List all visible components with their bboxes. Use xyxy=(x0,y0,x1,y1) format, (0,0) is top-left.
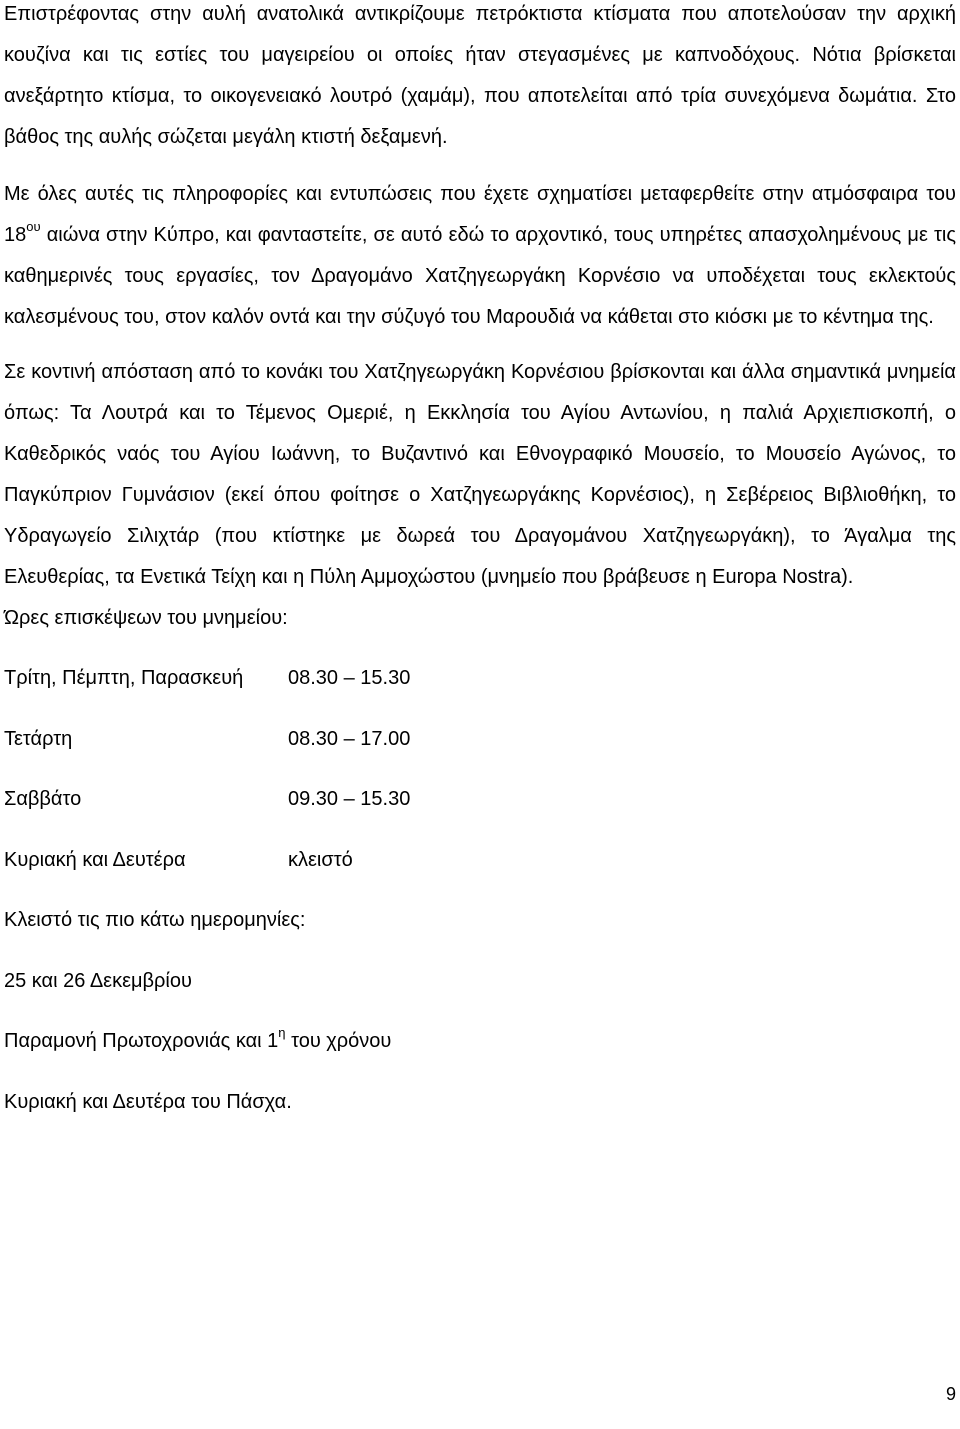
hours-day: Τρίτη, Πέμπτη, Παρασκευή xyxy=(4,667,244,689)
paragraph-atmosphere-start: Με όλες αυτές τις πληροφορίες και εντυπώσεις που έχετε σχηματίσει μεταφερθείτε στην ατμόσφαιρα του 18 xyxy=(4,183,956,246)
paragraph-nearby-monuments: Σε κοντινή απόσταση από το κονάκι του Χατζηγεωργάκη Κορνέσιου βρίσκονται και άλλα σημαντικά μνημεία όπως: Τα Λουτρά και το Τέμενος Ομεριέ, η Εκκλησία του Αγίου Αντωνίου, η παλιά Αρχιεπισκοπή, ο Καθεδρικός ναός του Αγίου Ιωάννη, το Βυζαντινό και Εθνογραφικό Μουσείο, το Μουσείο Αγώνος, το Παγκύπριον Γυμνάσιον (εκεί όπου φοίτησε ο Χατζηγεωργάκης Κορνέσιος), η Σεβέρειος Βιβλιοθήκη, το Υδραγωγείο Σιλιχτάρ (που κτίστηκε με δωρεά του Δραγομάνου Χατζηγεωργάκη), το Άγαλμα της Ελευθερίας, τα Ενετικά Τείχη και η Πύλη Αμμοχώστου (μνημείο που βράβευσε η Europa Nostra). xyxy=(4,361,956,588)
paragraph-atmosphere xyxy=(4,174,956,338)
visiting-hours-title: Ώρες επισκέψεων του μνημείου: xyxy=(4,607,288,629)
closed-date-new-year-end: του χρόνου xyxy=(285,1030,392,1052)
ordinal-superscript: η xyxy=(278,1025,286,1041)
closed-dates-title: Κλειστό τις πιο κάτω ημερομηνίες: xyxy=(4,909,306,931)
hours-day: Κυριακή και Δευτέρα xyxy=(4,849,186,871)
hours-row-saturday xyxy=(4,779,956,820)
closed-date-new-year xyxy=(4,1021,956,1062)
hours-row-wednesday xyxy=(4,719,956,760)
hours-day: Σαββάτο xyxy=(4,788,82,810)
hours-time: 09.30 – 15.30 xyxy=(288,788,411,810)
hours-time: κλειστό xyxy=(288,849,353,871)
hours-row-tue-thu-fri xyxy=(4,658,956,699)
closed-date-easter: Κυριακή και Δευτέρα του Πάσχα. xyxy=(4,1091,292,1113)
document-page xyxy=(4,0,956,1123)
hours-day: Τετάρτη xyxy=(4,728,73,750)
page-number: 9 xyxy=(945,1384,956,1404)
closed-date-christmas: 25 και 26 Δεκεμβρίου xyxy=(4,970,192,992)
paragraph-courtyard: Επιστρέφοντας στην αυλή ανατολικά αντικρίζουμε πετρόκτιστα κτίσματα που αποτελούσαν την αρχική κουζίνα και τις εστίες του μαγειρείου οι οποίες ήταν στεγασμένες με καπνοδόχους. Νότια βρίσκεται ανεξάρτητο κτίσμα, το οικογενειακό λουτρό (χαμάμ), που αποτελείται από τρία συνεχόμενα δωμάτια. Στο βάθος της αυλής σώζεται μεγάλη κτιστή δεξαμενή. xyxy=(4,3,956,148)
hours-time: 08.30 – 17.00 xyxy=(288,728,411,750)
century-superscript: ου xyxy=(26,219,41,235)
paragraph-atmosphere-end: αιώνα στην Κύπρο, και φανταστείτε, σε αυτό εδώ το αρχοντικό, τους υπηρέτες απασχολημένους με τις καθημερινές τους εργασίες, τον Δραγομάνο Χατζηγεωργάκη Κορνέσιο να υποδέχεται τους εκλεκτούς καλεσμένους του, στον καλόν οντά και την σύζυγό του Μαρουδιά να κάθεται στο κιόσκι με το κέντημα της. xyxy=(4,224,956,328)
hours-time: 08.30 – 15.30 xyxy=(288,667,411,689)
hours-row-sun-mon xyxy=(4,840,956,881)
closed-date-new-year-start: Παραμονή Πρωτοχρονιάς και 1 xyxy=(4,1030,279,1052)
